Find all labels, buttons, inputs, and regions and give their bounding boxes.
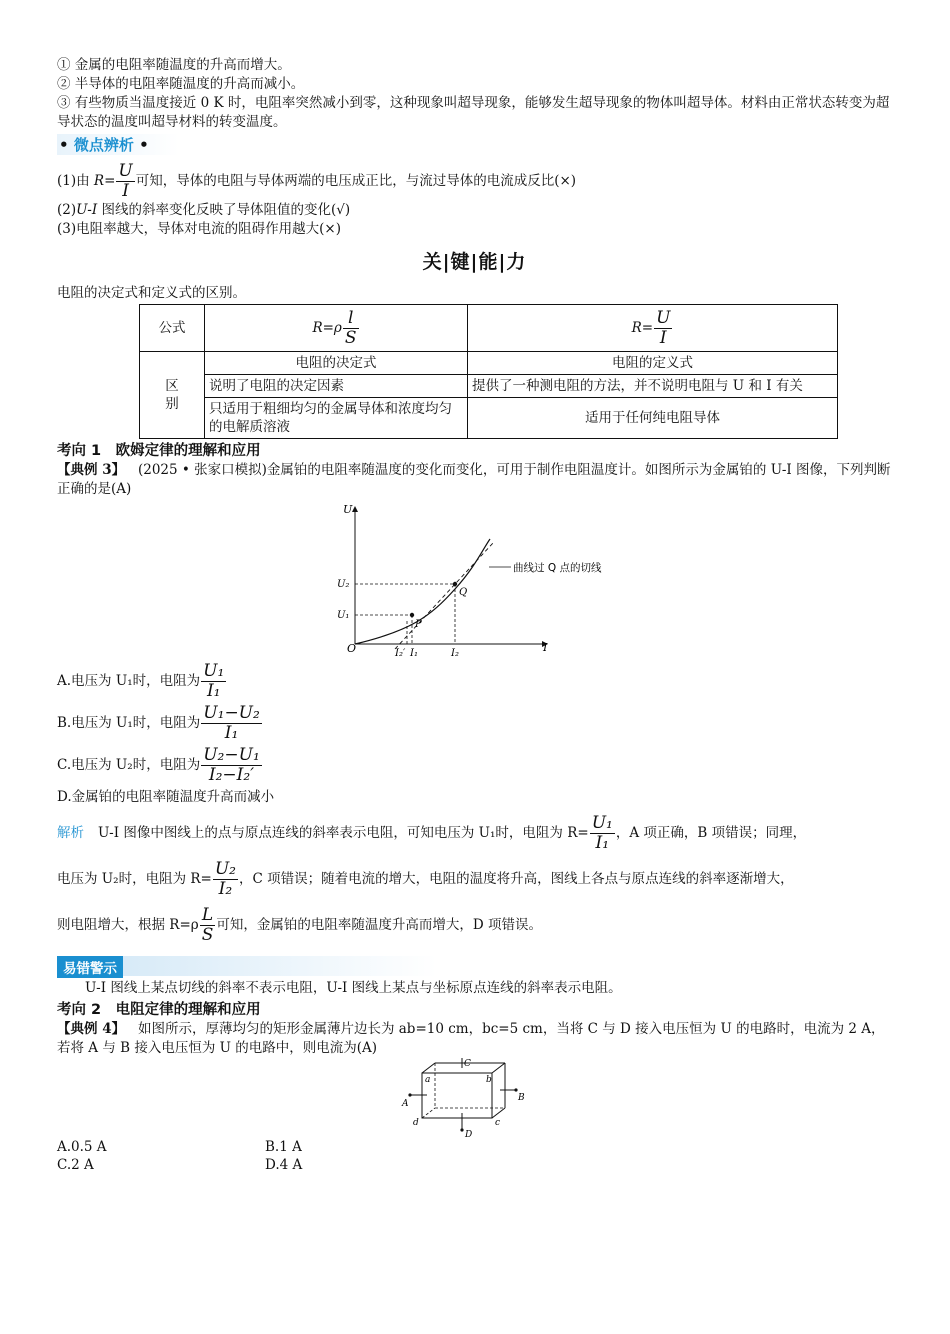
label-A: A [402,1099,409,1109]
define-name: 电阻的定义式 [468,352,838,375]
comparison-table [139,304,838,439]
ui-graph-figure [57,499,892,659]
decide-formula: R=ρ $\frac{l}{S}$ [205,305,468,352]
i2-label: I₂ [450,648,459,659]
analysis-tag: 解析 [57,825,84,841]
ui-curve [355,539,490,644]
u-axis-label: U [342,503,352,516]
label-b: b [486,1075,492,1085]
formula-header: 公式 [140,305,205,352]
label-D: D [465,1130,473,1138]
metal-sheet-figure [57,1058,892,1138]
fraction-u-over-i: $\frac{U}{I}$ [118,161,133,201]
bullet: • [139,136,149,154]
diff-label: 区 别 [140,352,205,439]
option-4c: C.2 A [57,1157,94,1173]
table-caption: 电阻的决定式和定义式的区别。 [57,285,246,301]
point-p [409,613,413,617]
tangent-label: 曲线过 Q 点的切线 [512,562,601,574]
warning-text: U-I 图线上某点切线的斜率不表示电阻，U-I 图线上某点与坐标原点连线的斜率表示电阻。 [85,980,622,996]
intro-line: ① 金属的电阻率随温度的升高而增大。 [57,57,291,73]
section-title: 关|键|能|力 [422,251,527,273]
page [57,56,892,1174]
example-3: 【典例 3】 (2025 • 张家口模拟)金属铂的电阻率随温度的变化而变化，可用于制作电阻温度计。如图所示为金属铂的 U-I 图像，下列判断正确的是(A) [57,462,891,497]
option-4b: B.1 A [265,1139,302,1155]
u2-label: U₂ [336,579,349,590]
p-label: P [414,619,422,630]
option-a: A.电压为 U₁时，电阻为 $\frac{\text{U₁}}{\text{I₁}}$ [57,661,225,701]
warning-tag: 易错警示 [57,956,123,978]
micro-heading [57,134,179,155]
q-label: Q [458,587,467,598]
kx1-heading: 考向 1 欧姆定律的理解和应用 [57,443,261,459]
tangent-line [395,543,493,649]
i-axis-label: I [542,641,547,654]
label-c: c [495,1118,501,1128]
bullet: • [59,136,69,154]
warning-bar [57,956,437,976]
analysis-line-2: 电压为 U₂时，电阻为 R= $\frac{\text{U₂}}{\text{I₂}}$ ，C 项错误；随着电流的增大，电阻的温度将升高，图线上各点与原点连线的斜率逐渐增大， [57,859,794,899]
example-4: 【典例 4】 如图所示，厚薄均匀的矩形金属薄片边长为 ab=10 cm，bc=5 cm，当将 C 与 D 接入电压恒为 U 的电路时，电流为 2 A，若将 A 与 B 接入电压恒为 U 的电路中，则电流为(A) [57,1021,885,1056]
define-row2: 适用于任何纯电阻导体 [468,398,838,439]
judgment-1: (1)由 R= $\frac{U}{I}$ 可知，导体的电阻与导体两端的电压成正比，与流过导体的电流成反比(×) [57,161,577,201]
ui-graph [315,499,615,659]
decide-row2: 只适用于粗细均匀的金属导体和浓度均匀的电解质溶液 [205,398,468,439]
point-q [452,582,456,586]
analysis-line-3: 则电阻增大，根据 R=ρ $\frac{L}{S}$ 可知，金属铂的电阻率随温度升高而增大，D 项错误。 [57,905,542,945]
options-4 [57,1138,892,1174]
option-d: D.金属铂的电阻率随温度升高而减小 [57,789,275,805]
option-c: C.电压为 U₂时，电阻为 $\frac{\text{U₂−U₁}}{\text{I₂−I₂′}}$ [57,745,260,785]
label-C: C [464,1059,471,1069]
i2p-label: I₂′ [394,648,405,659]
judgment-3: (3)电阻率越大，导体对电流的阻碍作用越大(×) [57,221,341,237]
decide-row1: 说明了电阻的决定因素 [205,375,468,398]
label-B: B [518,1093,525,1103]
u1-label: U₁ [336,610,349,621]
micro-title: 微点辨析 [73,136,134,154]
i1-label: I₁ [409,648,418,659]
analysis-line-1: 解析 U-I 图像中图线上的点与原点连线的斜率表示电阻，可知电压为 U₁时，电阻为 R= $\frac{\text{U₁}}{\text{I₁}}$ ，A 项正确，B 项错误；同理， [57,813,807,853]
option-4d: D.4 A [265,1157,303,1173]
metal-sheet [392,1058,532,1138]
decide-name: 电阻的决定式 [205,352,468,375]
judgment-2: (2)U-I 图线的斜率变化反映了导体阻值的变化(√) [57,202,351,218]
intro-line: ② 半导体的电阻率随温度的升高而减小。 [57,76,305,92]
intro-line: ③ 有些物质当温度接近 0 K 时，电阻率突然减小到零，这种现象叫超导现象，能够发生超导现象的物体叫超导体。材料由正常状态转变为超导状态的温度叫超导材料的转变温度。 [57,95,890,130]
origin-label: O [346,642,356,655]
define-formula: R= $\frac{U}{I}$ [468,305,838,352]
label-d: d [413,1118,419,1128]
label-a: a [425,1075,431,1085]
kx2-heading: 考向 2 电阻定律的理解和应用 [57,1002,261,1018]
option-b: B.电压为 U₁时，电阻为 $\frac{\text{U₁−U₂}}{\text{I₁}}$ [57,703,260,743]
define-row1: 提供了一种测电阻的方法，并不说明电阻与 U 和 I 有关 [468,375,838,398]
option-4a: A.0.5 A [57,1139,107,1155]
